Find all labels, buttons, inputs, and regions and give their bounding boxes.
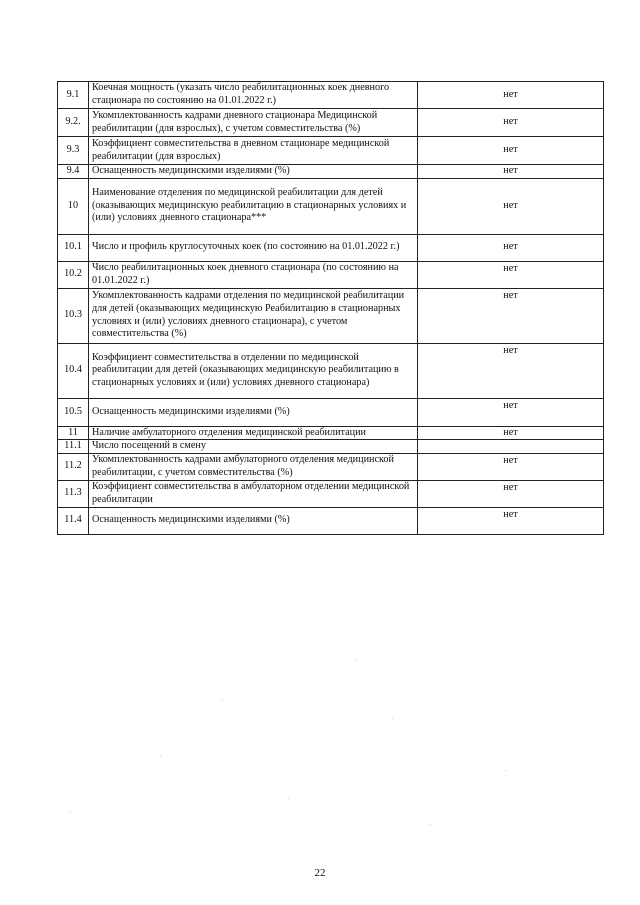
table-row <box>58 288 604 343</box>
row-label: Коэффициент совместительства в отделении по медицинской реабилитации для детей (оказывающих медицинскую реабилитацию в стационарных условиях и (или) условиях дневного стационара) <box>89 343 418 398</box>
row-value: нет <box>418 453 604 480</box>
table-row <box>58 261 604 288</box>
row-value: нет <box>418 234 604 261</box>
row-value: нет <box>418 480 604 507</box>
row-number: 10.1 <box>58 234 89 261</box>
rehabilitation-table <box>57 81 604 535</box>
row-number: 11 <box>58 426 89 440</box>
row-value: нет <box>418 343 604 398</box>
row-value: нет <box>418 178 604 234</box>
row-label: Оснащенность медицинскими изделиями (%) <box>89 165 418 179</box>
scan-speck <box>430 824 431 825</box>
table-row <box>58 82 604 109</box>
scan-speck <box>70 812 71 813</box>
row-value: нет <box>418 82 604 109</box>
table-row <box>58 507 604 534</box>
row-value: нет <box>418 507 604 534</box>
row-value <box>418 440 604 454</box>
row-value: нет <box>418 137 604 165</box>
table-row <box>58 137 604 165</box>
row-label: Число и профиль круглосуточных коек (по состоянию на 01.01.2022 г.) <box>89 234 418 261</box>
scan-speck <box>356 660 357 661</box>
row-number: 9.2. <box>58 109 89 137</box>
row-label: Коечная мощность (указать число реабилитационных коек дневного стационара по состоянию на 01.01.2022 г.) <box>89 82 418 109</box>
row-number: 10.2 <box>58 261 89 288</box>
row-number: 9.1 <box>58 82 89 109</box>
row-number: 10.5 <box>58 398 89 426</box>
row-label: Укомплектованность кадрами амбулаторного отделения медицинской реабилитации, с учетом совместительства (%) <box>89 453 418 480</box>
row-label: Наименование отделения по медицинской реабилитации для детей (оказывающих медицинскую реабилитацию в стационарных условиях и (или) условиях дневного стационара*** <box>89 178 418 234</box>
scan-speck <box>160 756 161 757</box>
row-value: нет <box>418 398 604 426</box>
row-label: Коэффициент совместительства в амбулаторном отделении медицинской реабилитации <box>89 480 418 507</box>
table-row <box>58 453 604 480</box>
table-row <box>58 165 604 179</box>
row-label: Укомплектованность кадрами отделения по медицинской реабилитации для детей (оказывающих медицинскую Реабилитацию в стационарных условиях и (или) условиях дневного стационара), с учетом совместительства (%) <box>89 288 418 343</box>
row-value: нет <box>418 261 604 288</box>
row-label: Наличие амбулаторного отделения медицинской реабилитации <box>89 426 418 440</box>
table-row <box>58 480 604 507</box>
row-number: 10 <box>58 178 89 234</box>
row-number: 10.3 <box>58 288 89 343</box>
table-row <box>58 109 604 137</box>
table-row <box>58 234 604 261</box>
scan-speck <box>288 798 289 799</box>
row-value: нет <box>418 165 604 179</box>
page-number: 22 <box>314 867 326 879</box>
row-number: 11.4 <box>58 507 89 534</box>
table-row <box>58 398 604 426</box>
row-label: Оснащенность медицинскими изделиями (%) <box>89 398 418 426</box>
table-row <box>58 440 604 454</box>
row-label: Число посещений в смену <box>89 440 418 454</box>
row-label: Укомплектованность кадрами дневного стационара Медицинской реабилитации (для взрослых), с учетом совместительства (%) <box>89 109 418 137</box>
scan-speck <box>392 718 393 719</box>
row-value: нет <box>418 109 604 137</box>
row-number: 11.2 <box>58 453 89 480</box>
row-number: 9.3 <box>58 137 89 165</box>
row-number: 9.4 <box>58 165 89 179</box>
table-row <box>58 343 604 398</box>
row-number: 11.1 <box>58 440 89 454</box>
scan-speck <box>505 770 506 771</box>
row-value: нет <box>418 288 604 343</box>
row-label: Оснащенность медицинскими изделиями (%) <box>89 507 418 534</box>
row-label: Число реабилитационных коек дневного стационара (по состоянию на 01.01.2022 г.) <box>89 261 418 288</box>
scan-speck <box>222 700 223 701</box>
table-row <box>58 178 604 234</box>
row-number: 11.3 <box>58 480 89 507</box>
row-label: Коэффициент совместительства в дневном стационаре медицинской реабилитации (для взрослых) <box>89 137 418 165</box>
row-number: 10.4 <box>58 343 89 398</box>
row-value: нет <box>418 426 604 440</box>
table-row <box>58 426 604 440</box>
